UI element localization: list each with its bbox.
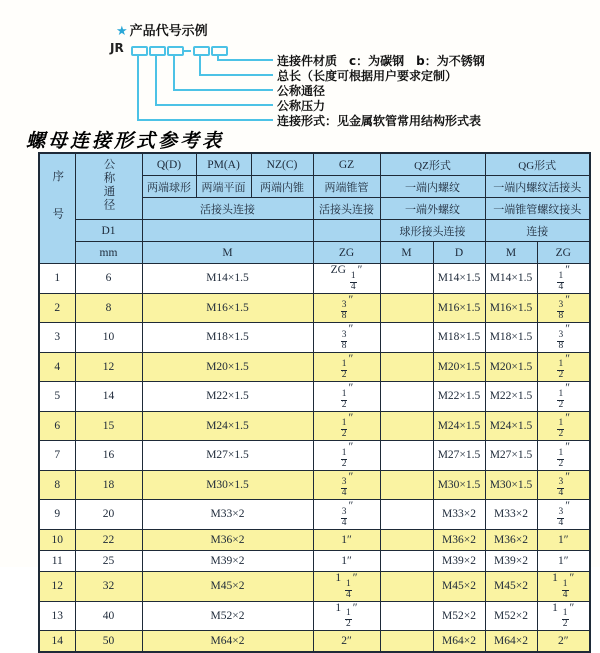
code-prefix: JR xyxy=(110,41,124,55)
header-empty-left xyxy=(142,220,313,242)
cell-qg-m: M52×2 xyxy=(485,601,537,631)
cell-qg-zg: $\frac{1}{2}$ ″ xyxy=(537,352,590,382)
cell-qg-zg: $\frac{1}{2}$ ″ xyxy=(537,411,590,441)
cell-qz-m xyxy=(380,411,433,441)
cell-qz-d: M22×1.5 xyxy=(433,382,485,412)
cell-seq: 5 xyxy=(39,382,75,412)
header-pm-sub: 两端平面 xyxy=(196,176,251,198)
cell-qz-d: M33×2 xyxy=(433,500,485,530)
connector-line xyxy=(137,119,273,121)
cell-qg-zg: 1 $\frac{1}{4}$ ″ xyxy=(537,572,590,602)
cell-dn-mm: 32 xyxy=(75,572,142,602)
cell-seq: 2 xyxy=(39,293,75,323)
table-row xyxy=(39,529,590,550)
cell-m: M22×1.5 xyxy=(142,382,313,412)
code-box-5 xyxy=(211,46,228,56)
table-row xyxy=(39,441,590,471)
header-unit-m-qz: M xyxy=(380,242,433,264)
cell-qz-d: M36×2 xyxy=(433,529,485,550)
cell-dn-mm: 50 xyxy=(75,631,142,653)
header-qz-sub1: 一端内螺纹 xyxy=(380,176,485,198)
cell-seq: 11 xyxy=(39,550,75,571)
cell-qz-m xyxy=(380,352,433,382)
connector-line xyxy=(137,54,139,120)
header-d1: D1 xyxy=(75,220,142,242)
cell-qz-d: M30×1.5 xyxy=(433,470,485,500)
header-gz-sub: 两端锥管 xyxy=(313,176,380,198)
cell-seq: 8 xyxy=(39,470,75,500)
cell-seq: 10 xyxy=(39,529,75,550)
cell-seq: 6 xyxy=(39,411,75,441)
diagram-heading-text: 产品代号示例 xyxy=(129,24,208,39)
cell-qz-d: M14×1.5 xyxy=(433,264,485,294)
cell-m: M64×2 xyxy=(142,631,313,653)
header-col-pm: PM(A) xyxy=(196,153,251,176)
cell-m: M45×2 xyxy=(142,572,313,602)
table-title: 螺母连接形式参考表 xyxy=(26,131,225,152)
header-col-nz: NZ(C) xyxy=(251,153,313,176)
cell-gz: 1″ xyxy=(313,529,380,550)
cell-gz: $\frac{1}{2}$ ″ xyxy=(313,352,380,382)
star-icon: ★ xyxy=(116,24,128,39)
table-row xyxy=(39,550,590,571)
cell-qz-d: M64×2 xyxy=(433,631,485,653)
cell-gz: $\frac{1}{2}$ ″ xyxy=(313,441,380,471)
cell-qz-m xyxy=(380,529,433,550)
cell-m: M27×1.5 xyxy=(142,441,313,471)
cell-dn-mm: 25 xyxy=(75,550,142,571)
cell-dn-mm: 6 xyxy=(75,264,142,294)
cell-m: M52×2 xyxy=(142,601,313,631)
cell-m: M16×1.5 xyxy=(142,293,313,323)
header-qz-sub2: 一端外螺纹 xyxy=(380,198,485,220)
cell-qg-m: M27×1.5 xyxy=(485,441,537,471)
cell-dn-mm: 10 xyxy=(75,323,142,353)
table-row xyxy=(39,470,590,500)
diagram-heading xyxy=(116,20,208,39)
cell-qz-m xyxy=(380,631,433,653)
cell-qz-m xyxy=(380,500,433,530)
cell-dn-mm: 15 xyxy=(75,411,142,441)
header-empty-gz xyxy=(313,220,380,242)
cell-qz-d: M39×2 xyxy=(433,550,485,571)
code-box-1 xyxy=(131,46,148,56)
code-label-conn-form: 连接形式：见金属软管常用结构形式表 xyxy=(277,114,482,128)
cell-qz-d: M52×2 xyxy=(433,601,485,631)
cell-seq: 13 xyxy=(39,601,75,631)
connector-line xyxy=(199,74,273,76)
cell-qz-d: M45×2 xyxy=(433,572,485,602)
cell-dn-mm: 40 xyxy=(75,601,142,631)
table-row xyxy=(39,631,590,653)
header-col-qg: QG形式 xyxy=(485,153,590,176)
table-row xyxy=(39,323,590,353)
header-col-qz: QZ形式 xyxy=(380,153,485,176)
code-label-material: 连接件材质 c：为碳钢 b：为不锈钢 xyxy=(277,54,485,68)
cell-qz-d: M20×1.5 xyxy=(433,352,485,382)
code-box-3 xyxy=(167,46,184,56)
cell-qg-m: M18×1.5 xyxy=(485,323,537,353)
connector-line xyxy=(173,89,273,91)
cell-qg-zg: $\frac{3}{4}$ ″ xyxy=(537,500,590,530)
header-qg-conn: 连接 xyxy=(485,220,590,242)
header-unit-zg-qg: ZG xyxy=(537,242,590,264)
cell-qz-m xyxy=(380,323,433,353)
connector-line xyxy=(155,104,273,106)
cell-qg-zg: $\frac{1}{2}$ ″ xyxy=(537,382,590,412)
cell-qg-m: M20×1.5 xyxy=(485,352,537,382)
cell-qz-m xyxy=(380,441,433,471)
cell-qz-d: M27×1.5 xyxy=(433,441,485,471)
cell-qz-d: M16×1.5 xyxy=(433,293,485,323)
header-seq: 序号 xyxy=(39,153,75,264)
cell-qg-zg: $\frac{3}{8}$ ″ xyxy=(537,293,590,323)
cell-dn-mm: 12 xyxy=(75,352,142,382)
cell-gz: $\frac{3}{4}$ ″ xyxy=(313,470,380,500)
cell-m: M14×1.5 xyxy=(142,264,313,294)
cell-seq: 3 xyxy=(39,323,75,353)
cell-qz-d: M18×1.5 xyxy=(433,323,485,353)
cell-seq: 9 xyxy=(39,500,75,530)
cell-gz: 1 $\frac{1}{2}$ ″ xyxy=(313,601,380,631)
table-row xyxy=(39,264,590,294)
cell-m: M24×1.5 xyxy=(142,411,313,441)
header-row-4 xyxy=(39,220,590,242)
connector-line xyxy=(155,54,157,106)
header-mm: mm xyxy=(75,242,142,264)
cell-gz: $\frac{3}{8}$ ″ xyxy=(313,323,380,353)
cell-dn-mm: 18 xyxy=(75,470,142,500)
cell-dn-mm: 16 xyxy=(75,441,142,471)
header-unit-zg-gz: ZG xyxy=(313,242,380,264)
connector-line xyxy=(199,54,201,76)
cell-qg-zg: 1″ xyxy=(537,550,590,571)
code-label-pressure: 公称压力 xyxy=(277,99,326,113)
table-row xyxy=(39,572,590,602)
table-row xyxy=(39,352,590,382)
cell-gz: 1 $\frac{1}{4}$ ″ xyxy=(313,572,380,602)
cell-qz-m xyxy=(380,382,433,412)
cell-qg-zg: $\frac{1}{4}$ ″ xyxy=(537,264,590,294)
cell-m: M39×2 xyxy=(142,550,313,571)
cell-qg-m: M30×1.5 xyxy=(485,470,537,500)
header-col-gz: GZ xyxy=(313,153,380,176)
cell-qg-m: M16×1.5 xyxy=(485,293,537,323)
cell-qg-m: M24×1.5 xyxy=(485,411,537,441)
cell-qz-d: M24×1.5 xyxy=(433,411,485,441)
cell-m: M30×1.5 xyxy=(142,470,313,500)
cell-gz: 1″ xyxy=(313,550,380,571)
header-qg-sub2: 一端锥管螺纹接头 xyxy=(485,198,590,220)
cell-seq: 12 xyxy=(39,572,75,602)
cell-qz-m xyxy=(380,293,433,323)
code-label-length: 总长（长度可根据用户要求定制） xyxy=(277,69,458,83)
code-box-4 xyxy=(193,46,210,56)
code-dash xyxy=(183,50,191,52)
cell-qg-m: M64×2 xyxy=(485,631,537,653)
cell-gz: $\frac{3}{4}$ ″ xyxy=(313,500,380,530)
header-row-5 xyxy=(39,242,590,264)
cell-qg-zg: $\frac{3}{8}$ ″ xyxy=(537,323,590,353)
cell-qg-zg: 1″ xyxy=(537,529,590,550)
header-qz-conn: 球形接头连接 xyxy=(380,220,485,242)
cell-m: M18×1.5 xyxy=(142,323,313,353)
code-label-diameter: 公称通径 xyxy=(277,84,326,98)
header-gz-conn: 活接头连接 xyxy=(313,198,380,220)
cell-dn-mm: 22 xyxy=(75,529,142,550)
cell-dn-mm: 20 xyxy=(75,500,142,530)
cell-m: M36×2 xyxy=(142,529,313,550)
cell-dn-mm: 14 xyxy=(75,382,142,412)
header-unit-d-qz: D xyxy=(433,242,485,264)
table-row xyxy=(39,411,590,441)
cell-dn-mm: 8 xyxy=(75,293,142,323)
table-body xyxy=(39,264,590,653)
header-col-q: Q(D) xyxy=(142,153,196,176)
cell-qg-m: M14×1.5 xyxy=(485,264,537,294)
cell-seq: 4 xyxy=(39,352,75,382)
cell-qz-m xyxy=(380,601,433,631)
cell-qg-zg: 2″ xyxy=(537,631,590,653)
cell-qz-m xyxy=(380,572,433,602)
cell-seq: 14 xyxy=(39,631,75,653)
cell-gz: ZG $\frac{1}{4}$ ″ xyxy=(313,264,380,294)
cell-qz-m xyxy=(380,470,433,500)
nut-connection-table xyxy=(38,152,591,653)
table-row xyxy=(39,601,590,631)
cell-qg-m: M33×2 xyxy=(485,500,537,530)
cell-gz: $\frac{3}{8}$ ″ xyxy=(313,293,380,323)
header-qg-sub1: 一端内螺纹活接头 xyxy=(485,176,590,198)
cell-qg-m: M36×2 xyxy=(485,529,537,550)
cell-qg-zg: 1 $\frac{1}{2}$ ″ xyxy=(537,601,590,631)
header-unit-m-q: M xyxy=(142,242,313,264)
cell-seq: 7 xyxy=(39,441,75,471)
code-box-2 xyxy=(149,46,166,56)
header-dn: 公称通径 xyxy=(75,153,142,220)
cell-qg-zg: $\frac{3}{4}$ ″ xyxy=(537,470,590,500)
cell-qg-m: M39×2 xyxy=(485,550,537,571)
cell-qg-m: M22×1.5 xyxy=(485,382,537,412)
table-row xyxy=(39,382,590,412)
table-row xyxy=(39,293,590,323)
cell-m: M33×2 xyxy=(142,500,313,530)
header-unit-m-qg: M xyxy=(485,242,537,264)
cell-qz-m xyxy=(380,550,433,571)
cell-gz: $\frac{1}{2}$ ″ xyxy=(313,411,380,441)
cell-qz-m xyxy=(380,264,433,294)
cell-qg-zg: $\frac{1}{2}$ ″ xyxy=(537,441,590,471)
header-row-1 xyxy=(39,153,590,176)
connector-line xyxy=(173,54,175,91)
cell-seq: 1 xyxy=(39,264,75,294)
header-union-conn: 活接头连接 xyxy=(142,198,313,220)
cell-gz: 2″ xyxy=(313,631,380,653)
header-q-sub: 两端球形 xyxy=(142,176,196,198)
header-nz-sub: 两端内锥 xyxy=(251,176,313,198)
connector-line xyxy=(217,59,273,61)
cell-gz: $\frac{1}{2}$ ″ xyxy=(313,382,380,412)
cell-qg-m: M45×2 xyxy=(485,572,537,602)
table-row xyxy=(39,500,590,530)
cell-m: M20×1.5 xyxy=(142,352,313,382)
